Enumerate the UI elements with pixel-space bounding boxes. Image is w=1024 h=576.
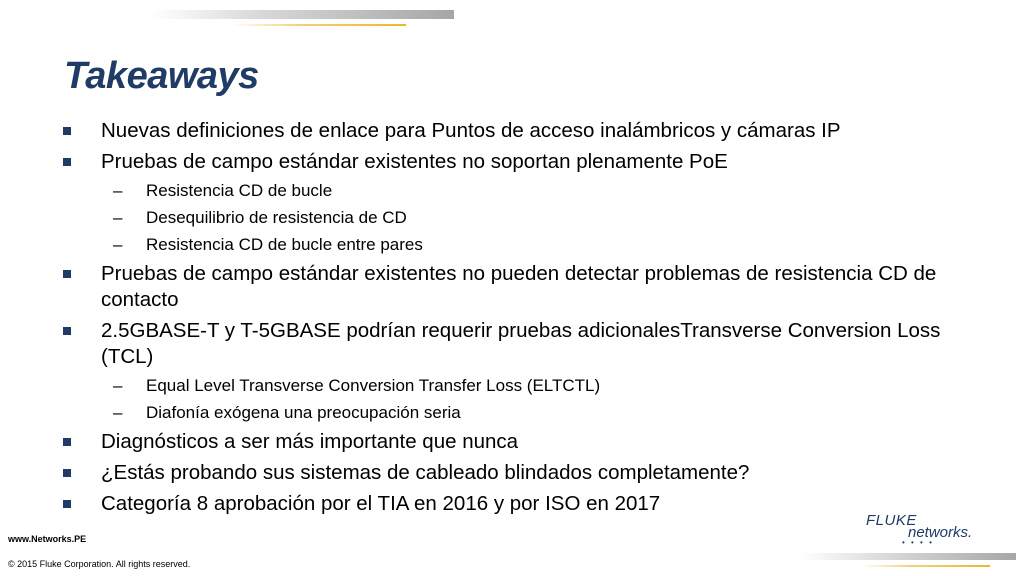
website-label: www.Networks.PE (8, 534, 87, 544)
sub-list-item (60, 180, 980, 202)
list-item (60, 261, 980, 313)
square-bullet-icon (63, 500, 71, 508)
sub-list-item (60, 234, 980, 256)
bullet-list (60, 118, 980, 522)
list-item (60, 318, 980, 370)
logo-fluke-text: FLUKE (866, 512, 917, 529)
list-item-text: Pruebas de campo estándar existentes no pueden detectar problemas de resistencia CD de contacto (101, 262, 937, 311)
sub-list-item (60, 375, 980, 397)
list-item (60, 429, 980, 455)
square-bullet-icon (63, 158, 71, 166)
list-item (60, 491, 980, 517)
square-bullet-icon (63, 127, 71, 135)
dash-icon: – (113, 235, 123, 254)
list-item (60, 149, 980, 175)
square-bullet-icon (63, 469, 71, 477)
top-accent-line (230, 24, 406, 26)
fluke-networks-logo (862, 510, 992, 546)
list-item-text: Categoría 8 aprobación por el TIA en 2016 y por ISO en 2017 (101, 492, 661, 515)
list-item-text: Pruebas de campo estándar existentes no soportan plenamente PoE (101, 150, 728, 173)
list-item-text: ¿Estás probando sus sistemas de cableado blindados completamente? (101, 461, 750, 484)
sub-list-item (60, 207, 980, 229)
list-item (60, 460, 980, 486)
square-bullet-icon (63, 438, 71, 446)
slide-title: Takeaways (64, 55, 259, 97)
list-item-text: Diagnósticos a ser más importante que nunca (101, 430, 519, 453)
dash-icon: – (113, 403, 123, 422)
dash-icon: – (113, 208, 123, 227)
dash-icon: – (113, 181, 123, 200)
sub-list-item-text: Resistencia CD de bucle entre pares (146, 235, 423, 254)
sub-list-item-text: Resistencia CD de bucle (146, 181, 333, 200)
square-bullet-icon (63, 327, 71, 335)
list-item (60, 118, 980, 144)
sub-list-item-text: Desequilibrio de resistencia de CD (146, 208, 407, 227)
square-bullet-icon (63, 270, 71, 278)
bottom-decorative-bar (800, 553, 1016, 560)
list-item-text: 2.5GBASE-T y T-5GBASE podrían requerir pruebas adicionalesTransverse Conversion Loss (TCL) (101, 319, 941, 368)
sub-list-item-text: Equal Level Transverse Conversion Transfer Loss (ELTCTL) (146, 376, 601, 395)
sub-list-item (60, 402, 980, 424)
list-item-text: Nuevas definiciones de enlace para Puntos de acceso inalámbricos y cámaras IP (101, 119, 841, 142)
dash-icon: – (113, 376, 123, 395)
sub-list-item-text: Diafonía exógena una preocupación seria (146, 403, 461, 422)
logo-dots-icon: • • • • (902, 538, 934, 547)
logo-networks-text: networks. (908, 524, 973, 541)
top-decorative-bar (152, 10, 454, 19)
bottom-accent-line (860, 565, 990, 567)
copyright-label: © 2015 Fluke Corporation. All rights reserved. (8, 559, 191, 569)
